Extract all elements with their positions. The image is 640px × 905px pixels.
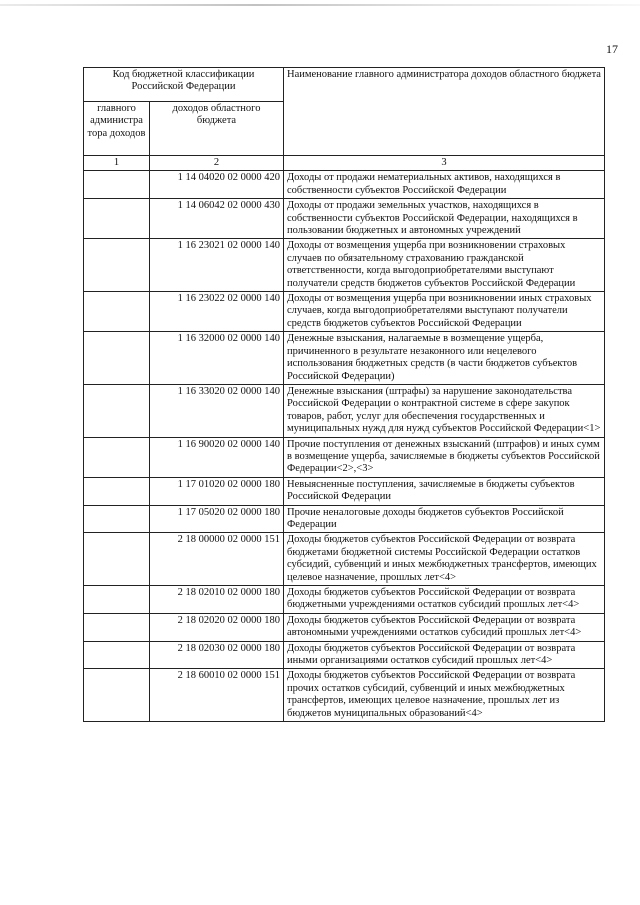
- header-number-2: 2: [150, 156, 284, 171]
- budget-classification-table: [83, 67, 605, 722]
- revenue-name-cell: Прочие неналоговые доходы бюджетов субъектов Российской Федерации: [284, 505, 605, 533]
- revenue-name-cell: Доходы от возмещения ущерба при возникновении иных страховых случаев, когда выгодоприобретателями выступают получатели средств бюджетов субъектов Российской Федерации: [284, 292, 605, 332]
- admin-code-cell: [84, 292, 150, 332]
- header-admin-column: главного администра тора доходов: [84, 102, 150, 156]
- header-classification-code: Код бюджетной классификации Российской Федерации: [84, 68, 284, 102]
- admin-code-cell: [84, 171, 150, 199]
- revenue-code-cell: 2 18 60010 02 0000 151: [150, 669, 284, 722]
- admin-code-cell: [84, 477, 150, 505]
- table-row: [84, 505, 605, 533]
- admin-code-cell: [84, 641, 150, 669]
- table-row: [84, 239, 605, 292]
- revenue-code-cell: 1 16 23021 02 0000 140: [150, 239, 284, 292]
- revenue-name-cell: Доходы от возмещения ущерба при возникновении страховых случаев по обязательному страхованию гражданской ответственности, когда выгодоприобретателями выступают получатели средств бюджетов субъектов Российской Федерации: [284, 239, 605, 292]
- revenue-name-cell: Денежные взыскания, налагаемые в возмещение ущерба, причиненного в результате незаконного или нецелевого использования бюджетных средств (в части бюджетов субъектов Российской Федерации): [284, 332, 605, 385]
- table-row: [84, 292, 605, 332]
- page-number: 17: [606, 42, 618, 56]
- revenue-code-cell: 1 17 05020 02 0000 180: [150, 505, 284, 533]
- revenue-name-cell: Доходы от продажи нематериальных активов, находящихся в собственности субъектов Российской Федерации: [284, 171, 605, 199]
- admin-code-cell: [84, 332, 150, 385]
- revenue-name-cell: Доходы бюджетов субъектов Российской Федерации от возврата бюджетами бюджетной системы Российской Федерации остатков субсидий, субвенций и иных межбюджетных трансфертов, имеющих целевое назначение, прошлых лет<4>: [284, 533, 605, 586]
- table-row: [84, 199, 605, 239]
- header-number-3: 3: [284, 156, 605, 171]
- revenue-code-cell: 1 14 06042 02 0000 430: [150, 199, 284, 239]
- revenue-code-cell: 2 18 02010 02 0000 180: [150, 586, 284, 614]
- table-row: [84, 641, 605, 669]
- header-number-1: 1: [84, 156, 150, 171]
- revenue-name-cell: Невыясненные поступления, зачисляемые в бюджеты субъектов Российской Федерации: [284, 477, 605, 505]
- table-row: [84, 613, 605, 641]
- admin-code-cell: [84, 669, 150, 722]
- table-row: [84, 533, 605, 586]
- table-row: [84, 477, 605, 505]
- header-name-column: Наименование главного администратора доходов областного бюджета: [284, 68, 605, 156]
- table-row: [84, 437, 605, 477]
- revenue-name-cell: Доходы бюджетов субъектов Российской Федерации от возврата иными организациями остатков субсидий прошлых лет<4>: [284, 641, 605, 669]
- revenue-name-cell: Прочие поступления от денежных взысканий (штрафов) и иных сумм в возмещение ущерба, зачисляемые в бюджеты субъектов Российской Федерации<2>,<3>: [284, 437, 605, 477]
- table-row: [84, 669, 605, 722]
- revenue-code-cell: 2 18 02020 02 0000 180: [150, 613, 284, 641]
- revenue-code-cell: 1 16 32000 02 0000 140: [150, 332, 284, 385]
- revenue-code-cell: 1 16 33020 02 0000 140: [150, 384, 284, 437]
- table-row: [84, 586, 605, 614]
- admin-code-cell: [84, 505, 150, 533]
- revenue-code-cell: 1 17 01020 02 0000 180: [150, 477, 284, 505]
- revenue-name-cell: Доходы бюджетов субъектов Российской Федерации от возврата бюджетными учреждениями остатков субсидий прошлых лет<4>: [284, 586, 605, 614]
- table-row: [84, 384, 605, 437]
- header-revenue-column: доходов областного бюджета: [150, 102, 284, 156]
- admin-code-cell: [84, 437, 150, 477]
- revenue-name-cell: Денежные взыскания (штрафы) за нарушение законодательства Российской Федерации о контрактной системе в сфере закупок товаров, работ, услуг для обеспечения государственных и муниципальных нужд для нужд субъектов Российской Федерации<1>: [284, 384, 605, 437]
- scan-artifact-line: [0, 4, 640, 6]
- admin-code-cell: [84, 533, 150, 586]
- table-row: [84, 171, 605, 199]
- revenue-code-cell: 1 16 23022 02 0000 140: [150, 292, 284, 332]
- admin-code-cell: [84, 586, 150, 614]
- revenue-name-cell: Доходы бюджетов субъектов Российской Федерации от возврата автономными учреждениями остатков субсидий прошлых лет<4>: [284, 613, 605, 641]
- revenue-code-cell: 1 14 04020 02 0000 420: [150, 171, 284, 199]
- admin-code-cell: [84, 239, 150, 292]
- admin-code-cell: [84, 384, 150, 437]
- revenue-code-cell: 2 18 00000 02 0000 151: [150, 533, 284, 586]
- revenue-name-cell: Доходы от продажи земельных участков, находящихся в собственности субъектов Российской Федерации, находящихся в пользовании бюджетных и автономных учреждений: [284, 199, 605, 239]
- revenue-name-cell: Доходы бюджетов субъектов Российской Федерации от возврата прочих остатков субсидий, субвенций и иных межбюджетных трансфертов, имеющих целевое назначение, прошлых лет из бюджетов муниципальных образований<4>: [284, 669, 605, 722]
- admin-code-cell: [84, 199, 150, 239]
- revenue-code-cell: 2 18 02030 02 0000 180: [150, 641, 284, 669]
- table-row: [84, 332, 605, 385]
- revenue-code-cell: 1 16 90020 02 0000 140: [150, 437, 284, 477]
- admin-code-cell: [84, 613, 150, 641]
